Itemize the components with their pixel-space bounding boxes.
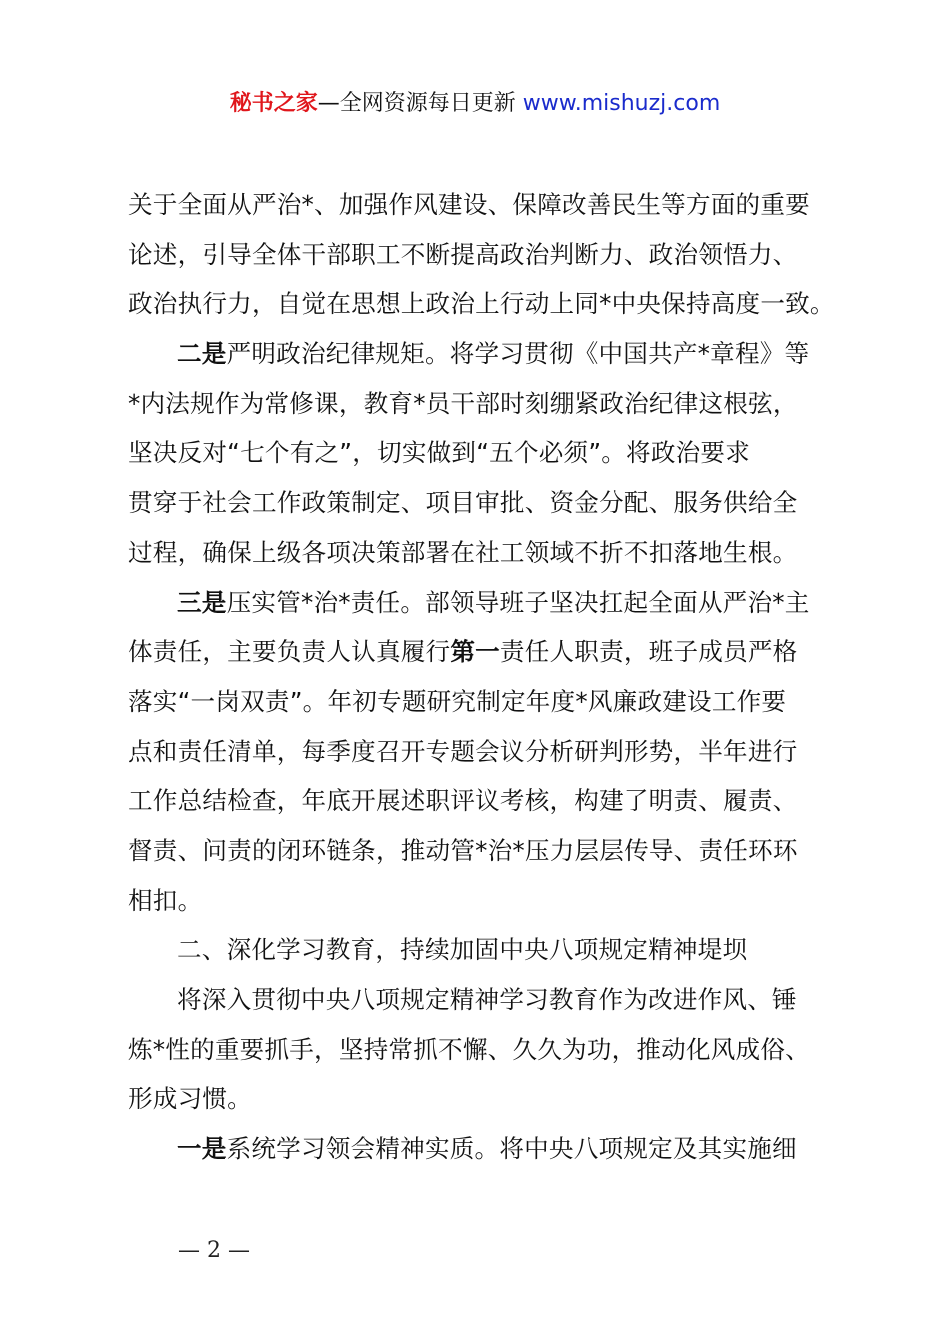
header-tagline: —全网资源每日更新 xyxy=(317,91,523,116)
p1-line-1: 关于全面从严治*、加强作风建设、保障改善民生等方面的重要 xyxy=(128,190,810,219)
p3-line-2-c: 责任人职责，班子成员严格 xyxy=(499,637,798,667)
p2-line-5: 过程，确保上级各项决策部署在社工领域不折不扣落地生根。 xyxy=(128,537,798,567)
page-number: — 2 — xyxy=(178,1238,250,1263)
p3-line-7: 相扣。 xyxy=(128,885,203,915)
p5-line-1 xyxy=(128,1124,848,1174)
p3-line-2 xyxy=(128,627,848,677)
p2-line-1-text: 严明政治纪律规矩。将学习贯彻《中国共产*章程》等 xyxy=(226,339,810,369)
p3-line-2-bold: 第一 xyxy=(450,637,500,667)
p2-line-1 xyxy=(128,329,848,379)
p3-lead: 三是 xyxy=(177,587,227,617)
p5-line-1-text: 系统学习领会精神实质。将中央八项规定及其实施细 xyxy=(226,1134,797,1164)
p3-line-2-a: 体责任，主要负责人认真履行 xyxy=(128,637,451,667)
p2-line-3: 坚决反对“七个有之”，切实做到“五个必须”。将政治要求 xyxy=(128,438,751,468)
p3-line-6: 督责、问责的闭环链条，推动管*治*压力层层传导、责任环环 xyxy=(128,835,798,865)
p2-line-4: 贯穿于社会工作政策制定、项目审批、资金分配、服务供给全 xyxy=(128,488,798,518)
p2-line-2: *内法规作为常修课，教育*员干部时刻绷紧政治纪律这根弦， xyxy=(128,388,798,418)
document-body xyxy=(128,180,848,1174)
p3-line-1-text: 压实管*治*责任。部领导班子坚决扛起全面从严治*主 xyxy=(226,587,810,617)
p4-line-1: 将深入贯彻中央八项规定精神学习教育作为改进作风、锤 xyxy=(177,985,797,1014)
p2-lead: 二是 xyxy=(177,339,227,369)
p3-line-3: 落实“一岗双责”。年初专题研究制定年度*风廉政建设工作要 xyxy=(128,686,787,716)
site-url-link[interactable]: www.mishuzj.com xyxy=(522,91,721,116)
p3-line-5: 工作总结检查，年底开展述职评议考核，构建了明责、履责、 xyxy=(128,786,798,816)
p4-line-2: 炼*性的重要抓手，坚持常抓不懈、久久为功，推动化风成俗、 xyxy=(128,1034,810,1064)
p3-line-1 xyxy=(128,578,848,628)
p5-lead: 一是 xyxy=(177,1134,227,1164)
brand-name: 秘书之家 xyxy=(229,91,318,116)
p4-line-3: 形成习惯。 xyxy=(128,1084,252,1114)
site-header xyxy=(0,86,950,122)
section-2-heading: 二、深化学习教育，持续加固中央八项规定精神堤坝 xyxy=(177,935,748,965)
p1-line-3: 政治执行力，自觉在思想上政治上行动上同*中央保持高度一致。 xyxy=(128,289,835,319)
p3-line-4: 点和责任清单，每季度召开专题会议分析研判形势，半年进行 xyxy=(128,736,798,766)
p1-line-2: 论述，引导全体干部职工不断提高政治判断力、政治领悟力、 xyxy=(128,239,798,269)
